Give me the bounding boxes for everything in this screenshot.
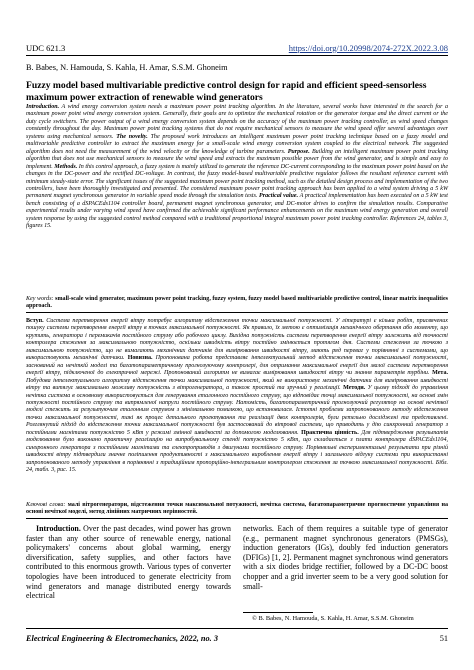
copyright-rule [243, 612, 313, 613]
abstract-purpose-text: Building an intelligent maximum power point tracking algorithm that does not use mechanical sensors to measure the wind speed and extracts the maximum possible power from the wind generator, and is simple and easy to implement. [26, 148, 448, 170]
abstract-ukrainian [26, 318, 448, 475]
doi-link[interactable]: https://doi.org/10.20998/2074-272X.2022.3.08 [288, 43, 448, 53]
abstract-practical-label: Practical value. [257, 193, 299, 200]
keywords-ukrainian [26, 502, 448, 517]
ua-methods-text: У цьому підході до управління нечітка система в основному використовується для генерування еталонного постійного струму, що відповідає точці максимальної потужності, на основі змін потужності постійного струму та випрямленої напруги постійного струму. Натомість, багатопараметричний прогнозуючий регулятор на основі нечіткої моделі стежить за результуючим еталонним струмом з мінімальною помилкою, що встановилася. Істотні проблеми запропонованого методу відстеження точки максимальної потужності, такі як процес детального проектування та реалізації двох контролерів, були ретельно досліджені та представлені. Розглянутий підхід до відстеження точки максимальної потужності був застосований до вітрової системи, що приводить у дію синхронний генератор з постійними магнітами потужністю 5 кВт у режимі змінної швидкості за допомогою моделювання. [26, 385, 449, 436]
keywords-label: Key words: [26, 296, 54, 302]
ua-novelty-label: Новизна. [124, 355, 153, 362]
ua-practical-label: Практична цінність. [298, 429, 359, 436]
abstract-purpose-label: Purpose. [285, 148, 310, 155]
page-number: 51 [439, 634, 448, 643]
copyright-note: © B. Babes, N. Hamouda, S. Kahla, H. Amar, S.S.M. Ghoneim [252, 615, 414, 622]
abstract-methods-text: In this control approach, a fuzzy system is mainly utilized to generate the reference DC-current corresponding to the maximum power point based on the changes in the DC-power and the rectified DC-voltage. In contrast, the fuzzy model-based multivariable predictive regulator follows the resultant reference current with minimum steady-state error. The significant issues of the suggested maximum power point tracking method, such as the detailed design process and implementation of the two controllers, have been thoroughly investigated and presented. The considered maximum power point tracking approach has been applied to a wind system driving a 5 kW permanent magnet synchronous generator in variable speed mode through the simulation tests. [26, 163, 449, 200]
ua-novelty-text: Пропонована робота представляє інтелектуальний метод відстеження точки максимальної потужності, заснований на нечіткій моделі та багатопараметричному прогнозуючому контролері, для отримання максимальної енергії для малої системи перетворення енергії вітру, підключеної до електричної мережі. Пропонований алгоритм не вимагає вимірювання швидкості вітру чи знання параметрів турбіни. [26, 355, 448, 377]
abstract-intro-label: Introduction. [26, 104, 60, 110]
ua-meta-label: Мета. [429, 370, 448, 377]
body-column-right [243, 524, 448, 591]
journal-footer: Electrical Engineering & Electromechanics, 2022, no. 3 [26, 634, 218, 643]
abstract-practical-text: A practical implementation has been executed on a 5 kW test bench consisting of a dSPACEds1104 controller board, permanent magnet synchronous generator, and DC-motor drives to confirm the simulation results. Comparative experimental results under varying wind speed have confirmed the achievable significant performance enhancements on the maximum wind energy generation and overall system response by using the suggested control method compared with a traditional proportional integral maximum power point tracking controller. References 24, tables 3, figures 15. [26, 193, 448, 230]
ua-intro-label: Вступ. [26, 318, 44, 324]
abstract-intro-text: A wind energy conversion system needs a maximum power point tracking algorithm. In the literature, several works have interested in the search for a maximum power point wind energy conversion system. Generally, their goals are to optimize the mechanical rotation or the generator torque and the direct current or the duty cycle switchers. The power output of a wind energy conversion system depends on the accuracy of the maximum power tracking controller, as wind speed changes constantly throughout the day. Maximum power point tracking systems that do not require mechanical sensors to measure the wind speed offer several advantages over systems using mechanical sensors. [26, 104, 448, 140]
abstract-novelty-text: The proposed work introduces an intelligent maximum power point tracking technique based on a fuzzy model and multivariable predictive controller to extract the maximum energy for a small-scale wind energy conversion system coupled to the electrical network. The suggested algorithm does not need the measurement of the wind velocity or the knowledge of turbine parameters. [26, 133, 448, 155]
ua-methods-label: Методи. [340, 385, 366, 392]
ua-intro-text: Система перетворення енергії вітру потребує алгоритму відстеження точки максимальної потужності. У літературі є кілька робіт, присвячених пошуку системи перетворення енергії вітру в точках максимальної потужності. Як правило, їх метою є оптимізація механічного обертання або моменту, що крутить, генератора і перемикачів постійного струму або робочого циклу. Вихідна потужність системи перетворення енергії вітру залежить від точності контролера стеження за максимальною потужністю, оскільки швидкість вітру постійно змінюється протягом дня. Системи стеження за точкою з максимальною потужністю, що не вимагають механічних датчиків для вимірювання швидкості вітру, мають ряд переваг у порівнянні з системами, що використовують механічні датчики. [26, 318, 448, 362]
ua-keywords-label: Ключові слова: [26, 502, 66, 508]
abstract-methods-label: Methods. [52, 163, 78, 170]
header-rule [26, 55, 448, 56]
abstract-english [26, 104, 448, 231]
udc-code: UDC 621.3 [26, 43, 66, 53]
page-header [26, 42, 448, 54]
keywords-english [26, 296, 448, 311]
right-paragraph: networks. Each of them requires a suitable type of generator (e.g., permanent magnet synchronous generators (PMSGs), induction generators (IGs), doubly fed induction generators (DFIGs) [1, 2]. Permanent magnet synchronous wind generators with a six diodes bridge rectifier, followed by a DC-DC boost chopper and a grid inverter seem to be a very good solution for small- [243, 524, 448, 591]
ua-practical-text: Для підтвердження результатів моделювання було виконано практичну реалізацію на випробувальному стенді потужністю 5 кВт, що складається з плати контролера dSPACEds1104, синхронного генератора з постійними магнітами та електроприводів з двигунами постійного струму. Порівняльні експериментальні результати при різній швидкості вітру підтвердили значне поліпшення продуктивності з максимального вироблення енергії вітру і загального відгуку системи при використанні запропонованого методу управління в порівнянні з традиційним пропорційно-інтегральним контролером стеження за точкою максимальної потужності. Бібл. 24, табл. 3, рис. 15. [26, 429, 448, 474]
keywords-text: small-scale wind generator, maximum power point tracking, fuzzy system, fuzzy model based multivariable predictive control, linear matrix inequalities approach. [26, 296, 448, 310]
abstract-divider [26, 312, 448, 313]
ua-keywords-text: малі вітрогенератори, відстеження точки максимальної потужності, нечітка система, багатопараметричне прогностичне управління на основі нечіткої моделі, метод лінійних матричних нерівностей. [26, 502, 448, 516]
intro-paragraph: Over the past decades, wind power has grown faster than any other source of renewable energy, national policymakers' concerns about global warming, energy diversification, safety supplies, and other factors have contributed to this enormous growth. Various types of converter topologies have been introduced to generate electricity from wind generators and manage distributed energy towards electrical [26, 524, 231, 601]
body-divider [26, 518, 448, 519]
body-column-left [26, 524, 231, 601]
paper-title: Fuzzy model based multivariable predictive control design for rapid and efficient speed-sensorless maximum power extraction of renewable wind generators [26, 80, 427, 103]
ua-meta-text: Побудова інтелектуального алгоритму відстеження точки максимальної потужності, який не використовує механічні датчики для вимірювання швидкості вітру та витягує максимально можливу потужність з вітрогенератора, а також простий та зручний у реалізації. [26, 377, 448, 392]
author-list: B. Babes, N. Hamouda, S. Kahla, H. Amar, S.S.M. Ghoneim [26, 63, 228, 72]
footer-rule [26, 628, 448, 629]
intro-heading: Introduction. [36, 524, 81, 533]
abstract-novelty-label: The novelty. [113, 133, 148, 140]
